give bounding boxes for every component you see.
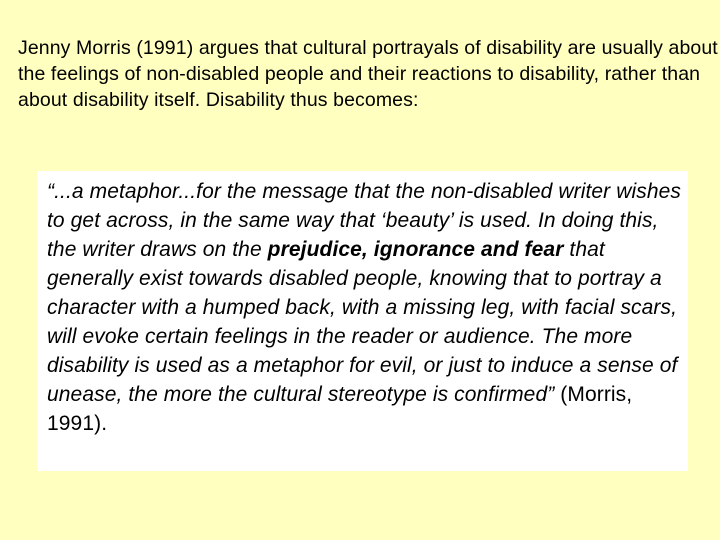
quote-box — [37, 171, 688, 471]
quote-paragraph — [47, 177, 687, 438]
quote-citation: (Morris, 1991). — [47, 383, 633, 435]
intro-paragraph: Jenny Morris (1991) argues that cultural portrayals of disability are usually about the feelings of non-disabled people and their reactions to disability, rather than about disability itself. Disability thus becomes: — [18, 37, 718, 111]
quote-text-part2: that generally exist towards disabled people, knowing that to portray a character with a humped back, with a missing leg, with facial scars, will evoke certain feelings in the reader or audience. The more disability is used as a metaphor for evil, or just to induce a sense of unease, the more the cultural stereotype is confirmed” — [47, 238, 678, 406]
quote-text-part1: “...a metaphor...for the message that the non-disabled writer wishes to get across, in the same way that ‘beauty’ is used. In doing this, the writer draws on the — [47, 180, 682, 261]
quote-emphasis: prejudice, ignorance and fear — [267, 238, 564, 261]
